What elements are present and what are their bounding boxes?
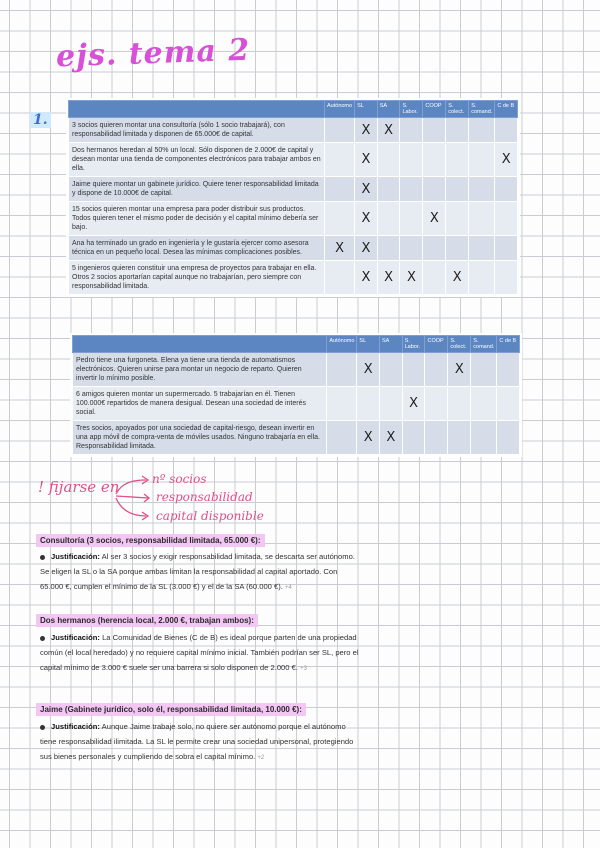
row-mark [325,261,355,295]
table-row [69,177,518,202]
column-header: Autónomo [325,101,355,118]
row-mark [446,118,469,143]
row-mark [379,353,402,387]
column-header: SA [379,336,402,353]
answer-1-heading: Consultoría (3 socios, responsabilidad limitada, 65.000 €): [36,534,265,547]
row-mark [495,202,518,236]
column-header: Autónomo [327,336,357,353]
bullet-icon [40,555,45,560]
row-mark [357,387,380,421]
row-mark [469,177,495,202]
answer-2-heading: Dos hermanos (herencia local, 2.000 €, trabajan ambos): [36,614,258,627]
row-mark [469,236,495,261]
row-mark [400,177,423,202]
answer-3-text: Aunque Jaime trabaje solo, no quiere ser autónomo porque el autónomo tiene responsabilidad ilimitada. La SL le permite crear una sociedad unipersonal, protegiendo sus bienes personales y cumpliendo de sobra el capital mínimo. [40,722,354,761]
row-mark: X [357,353,380,387]
row-mark [423,236,446,261]
row-mark [495,118,518,143]
row-mark: X [402,387,425,421]
row-mark: X [423,202,446,236]
row-mark [469,261,495,295]
row-mark [402,421,425,455]
answer-1-text: Al ser 3 socios y exigir responsabilidad limitada, se descarta ser autónomo. Se eligen la SL o la SA porque ambas limitan la responsabilidad al capital aportado. Con 65.000 €, cumplen el mínimo de la SL (3.000 €) y el de la SA (60.000 €). [40,552,355,591]
table-1-header [69,101,518,118]
row-mark [423,143,446,177]
answer-1-body [40,549,362,596]
description-header [69,101,325,118]
row-description: 6 amigos quieren montar un supermercado. 5 trabajarían en él. Tienen 100.000€ repartidos de manera desigual. Desean una sociedad de interés social. [73,387,327,421]
row-mark [471,353,497,387]
row-mark [327,353,357,387]
column-header: SL [355,101,378,118]
row-mark [423,261,446,295]
row-mark [325,177,355,202]
row-mark [446,177,469,202]
column-header: COOP [423,101,446,118]
answer-3-cite[interactable]: +2 [257,755,265,761]
row-mark [495,236,518,261]
table-2-header [73,336,520,353]
row-mark [377,236,400,261]
row-mark: X [377,118,400,143]
row-mark: X [357,421,380,455]
row-mark [425,387,448,421]
row-mark [497,421,520,455]
table-2 [72,335,520,455]
row-mark [446,143,469,177]
row-mark: X [448,353,471,387]
column-header: S. Labor. [400,101,423,118]
table-row [73,353,520,387]
table-row [69,143,518,177]
table-row [73,387,520,421]
row-mark [327,387,357,421]
answer-3-heading: Jaime (Gabinete jurídico, solo él, responsabilidad limitada, 10.000 €): [36,703,306,716]
row-mark [469,202,495,236]
row-mark [469,143,495,177]
table-1 [68,100,518,295]
answer-2-cite[interactable]: +3 [300,666,307,672]
answer-3-body [40,719,362,766]
row-description: 3 socios quieren montar una consultoría (sólo 1 socio trabajará), con responsabilidad limitada y disponen de 65.000€ de capital. [69,118,325,143]
row-description: Tres socios, apoyados por una sociedad de capital-riesgo, desean invertir en una app móvil de compra-venta de móviles usados. Ninguno trabajaría en ella. Responsabilidad limitada. [73,421,327,455]
row-mark: X [495,143,518,177]
row-mark [471,421,497,455]
column-header: S. comand. [469,101,495,118]
row-mark [377,143,400,177]
row-mark: X [379,421,402,455]
column-header: S. Labor. [402,336,425,353]
row-mark [497,387,520,421]
row-mark [400,143,423,177]
row-mark [325,202,355,236]
note-item-capital: capital disponible [156,509,264,523]
row-mark: X [377,261,400,295]
row-mark [327,421,357,455]
bullet-icon [40,725,45,730]
row-mark [379,387,402,421]
column-header: S. comand. [471,336,497,353]
row-mark [377,177,400,202]
row-mark [377,202,400,236]
answer-2-text: La Comunidad de Bienes (C de B) es ideal porque parten de una propiedad común (el local heredado) y no requiere capital mínimo inicial. También podrían ser SL, pero el capital mínimo de 3.000 € suele ser una barrera si solo disponen de 2.000 €. [40,633,359,672]
table-row [69,202,518,236]
exercise-number: 1. [30,112,51,128]
column-header: C de B [497,336,520,353]
column-header: C de B [495,101,518,118]
row-mark: X [355,118,378,143]
row-mark [497,353,520,387]
row-mark: X [355,177,378,202]
row-mark: X [355,202,378,236]
row-mark: X [325,236,355,261]
page-title: ejs. tema 2 [55,32,251,75]
row-mark [425,421,448,455]
row-mark [469,118,495,143]
row-mark [325,118,355,143]
column-header: S. colect. [446,101,469,118]
row-mark: X [355,143,378,177]
table-row [69,236,518,261]
column-header: SA [377,101,400,118]
column-header: COOP [425,336,448,353]
row-mark: X [400,261,423,295]
row-mark: X [355,261,378,295]
row-description: Jaime quiere montar un gabinete jurídico. Quiere tener responsabilidad limitada y dispone de 10.000€ de capital. [69,177,325,202]
row-mark [471,387,497,421]
row-mark [495,177,518,202]
bullet-icon [40,636,45,641]
answer-3-label: Justificación: [51,722,100,731]
row-mark [448,387,471,421]
row-description: 15 socios quieren montar una empresa para poder distribuir sus productos. Todos quieren tener el mismo poder de decisión y el capital mínimo debería ser bajo. [69,202,325,236]
row-description: Pedro tiene una furgoneta. Elena ya tiene una tienda de automatismos electrónicos. Quieren unirse para montar un negocio de reparto. Quieren invertir lo mínimo posible. [73,353,327,387]
row-mark [446,202,469,236]
row-mark [423,118,446,143]
row-mark [400,236,423,261]
description-header [73,336,327,353]
row-mark [425,353,448,387]
note-heading: ! fijarse en [38,478,120,496]
row-mark: X [446,261,469,295]
answer-1-label: Justificación: [51,552,100,561]
column-header: SL [357,336,380,353]
table-row [73,421,520,455]
row-mark: X [355,236,378,261]
note-item-responsabilidad: responsabilidad [156,490,253,504]
row-mark [423,177,446,202]
row-mark [495,261,518,295]
table-row [69,261,518,295]
row-description: Ana ha terminado un grado en ingeniería y le gustaría ejercer como asesora técnica en un pequeño local. Desea las mínimas complicaciones posibles. [69,236,325,261]
answer-1-cite[interactable]: +4 [285,585,292,591]
row-mark [400,202,423,236]
note-item-socios: nº socios [152,472,207,486]
column-header: S. colect. [448,336,471,353]
row-mark [400,118,423,143]
answer-2-label: Justificación: [51,633,100,642]
row-mark [446,236,469,261]
row-mark [402,353,425,387]
table-row [69,118,518,143]
row-mark [325,143,355,177]
answer-2-body [40,630,362,677]
row-description: 5 ingenieros quieren constituir una empresa de proyectos para trabajar en ella. Otros 2 socios aportarían capital aunque no trabajarían, pero siempre con responsabilidad limitada. [69,261,325,295]
row-mark [448,421,471,455]
row-description: Dos hermanos heredan al 50% un local. Sólo disponen de 2.000€ de capital y desean montar una tienda de componentes electrónicos para trabajar ambos en ella. [69,143,325,177]
